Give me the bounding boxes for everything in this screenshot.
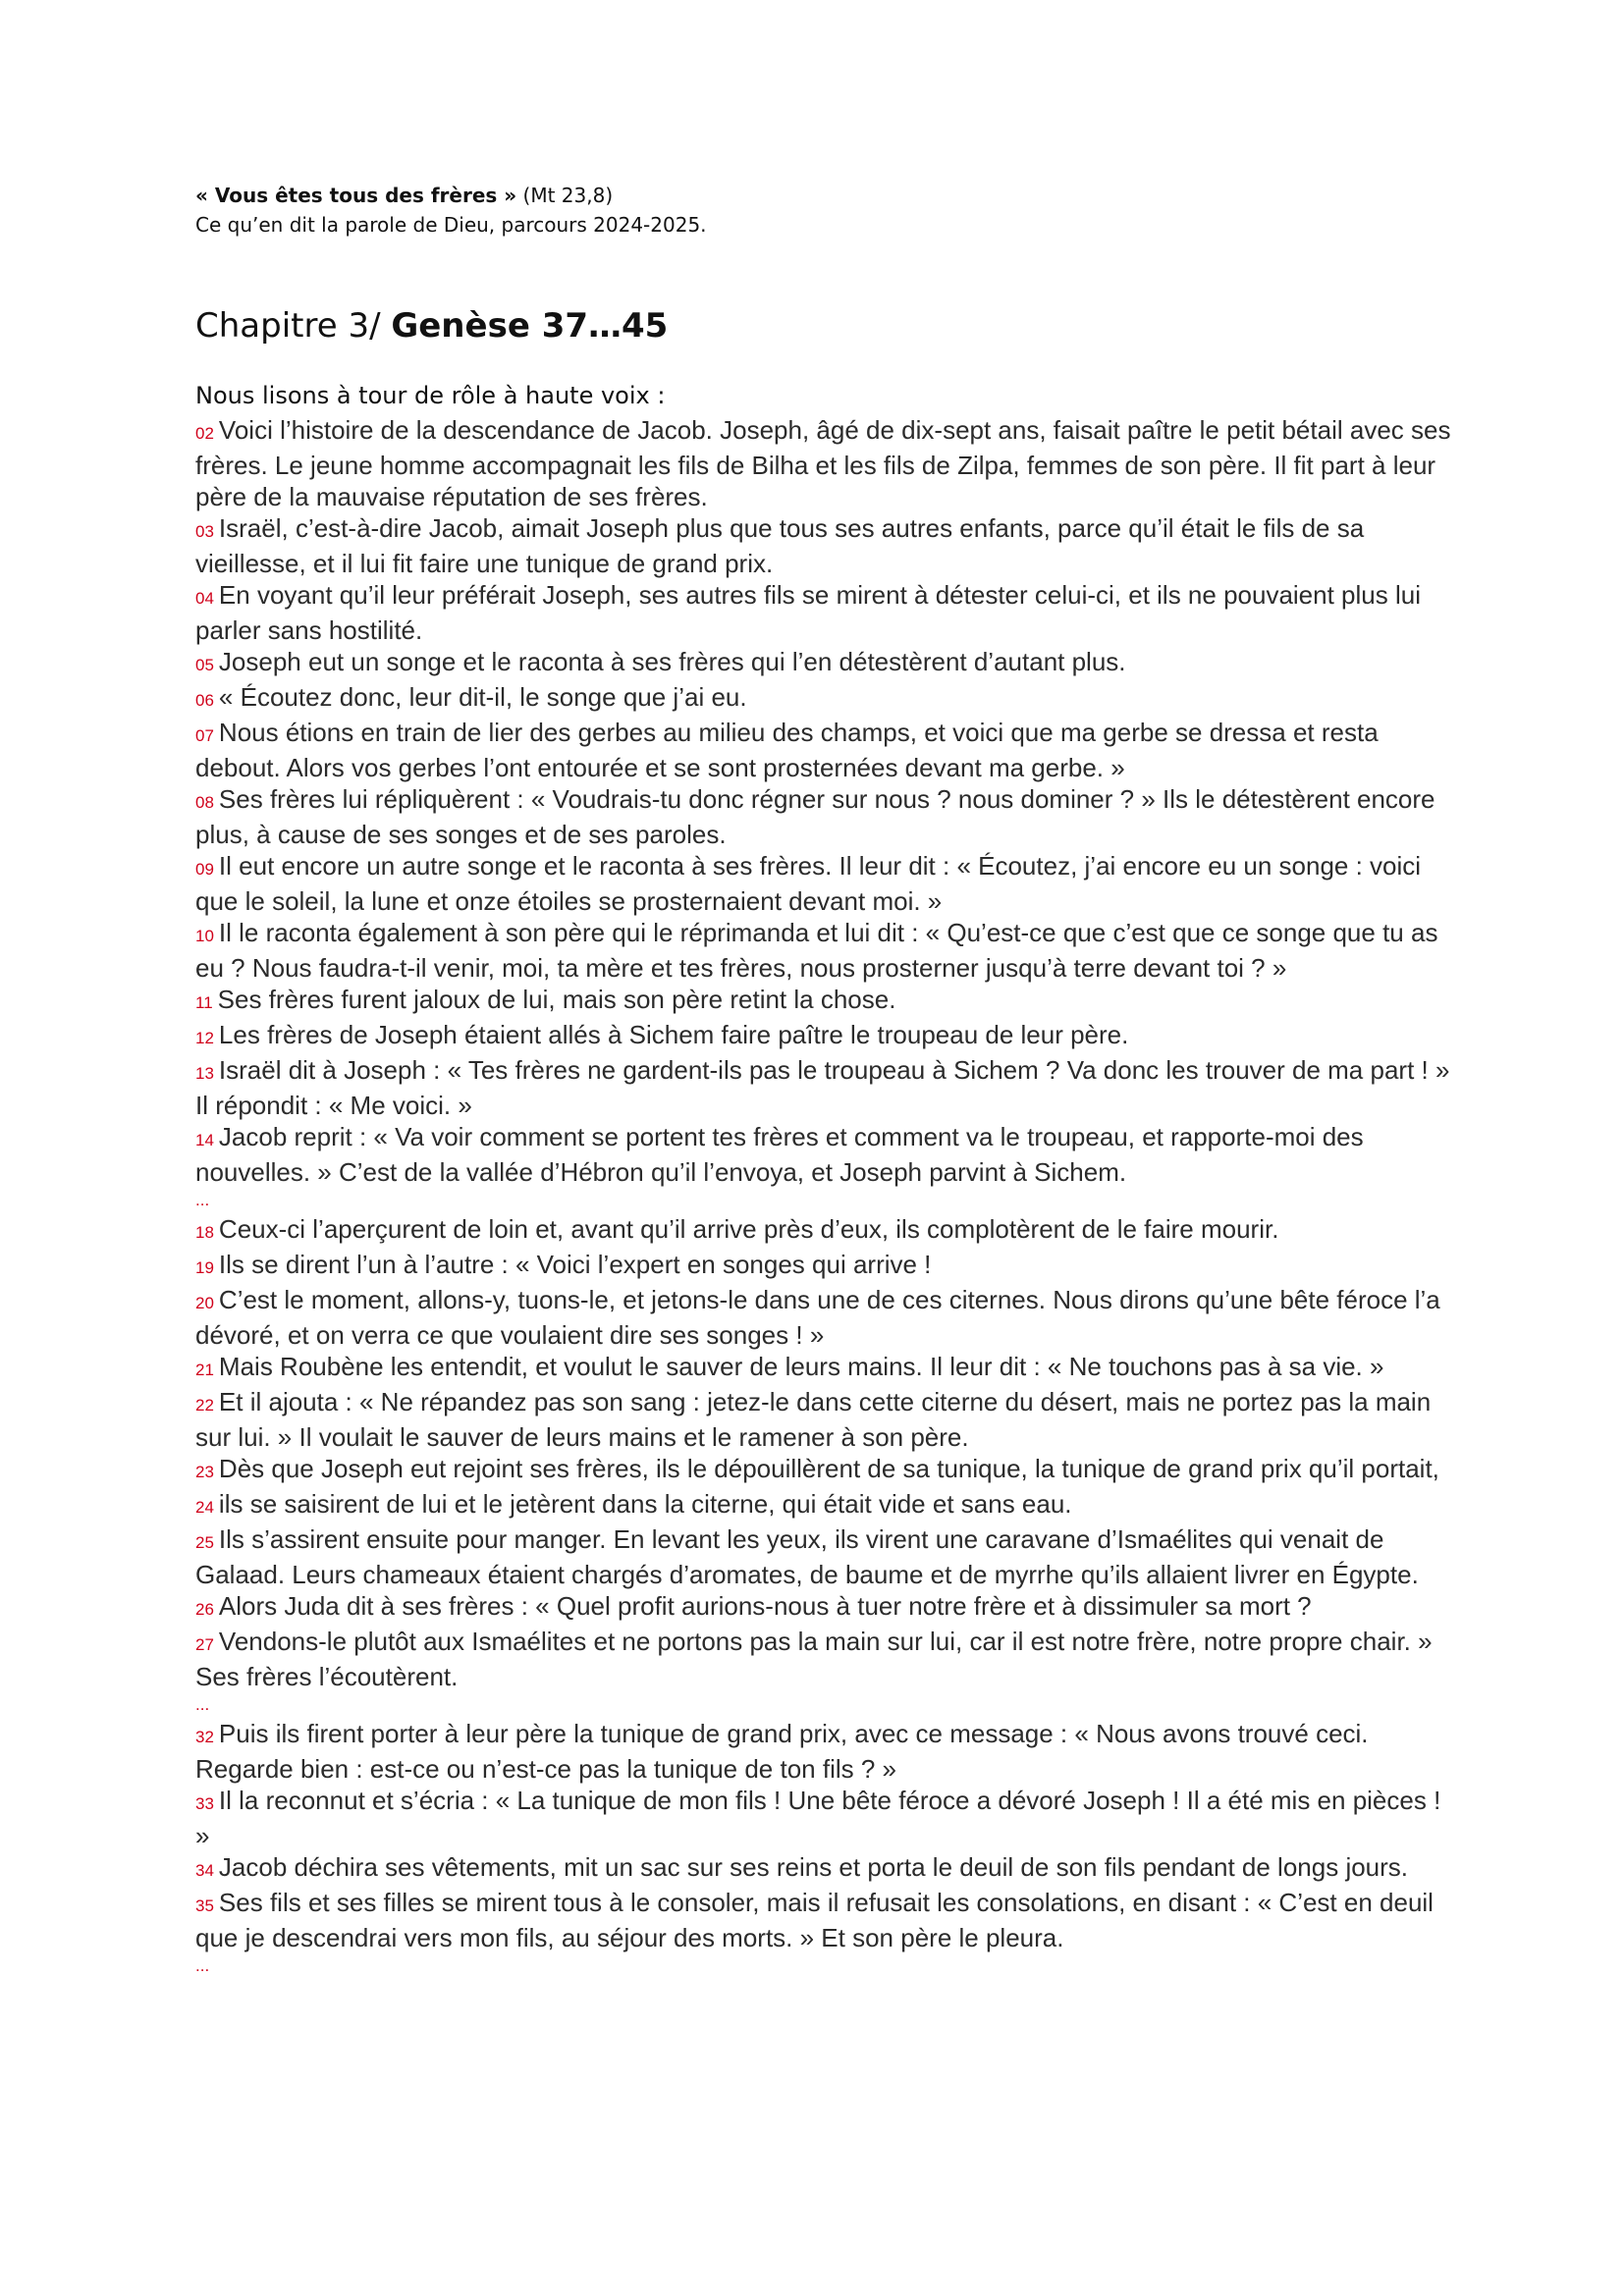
verse-text: Ses fils et ses filles se mirent tous à le consoler, mais il refusait les consolations, en disant : « C’est en deuil que je descendrai vers mon fils, au séjour des morts. » Et son père le pleura.: [195, 1888, 1434, 1952]
verse-text: Il la reconnut et s’écria : « La tunique de mon fils ! Une bête féroce a dévoré Joseph ! Il a été mis en pièces ! »: [195, 1786, 1441, 1850]
verse-number: 19: [195, 1258, 214, 1277]
verse: [195, 1351, 1452, 1386]
verse-number: 35: [195, 1896, 214, 1915]
verse-number: 07: [195, 726, 214, 745]
verse: [195, 1590, 1452, 1626]
chapter-title: Genèse 37…45: [391, 306, 669, 346]
verse-text: Mais Roubène les entendit, et voulut le sauver de leurs mains. Il leur dit : « Ne touchons pas à sa vie. »: [218, 1352, 1384, 1381]
verse-text: Nous étions en train de lier des gerbes au milieu des champs, et voici que ma gerbe se dressa et resta debout. Alors vos gerbes l’ont entourée et se sont prosternées devant ma gerbe. »: [195, 718, 1379, 782]
verse: [195, 512, 1452, 579]
verse-number: 09: [195, 860, 214, 879]
verse-number: 22: [195, 1396, 214, 1415]
verse-text: Jacob reprit : « Va voir comment se portent tes frères et comment va le troupeau, et rapporte-moi des nouvelles. » C’est de la vallée d’Hébron qu’il l’envoya, et Joseph parvint à Sichem.: [195, 1122, 1364, 1187]
verse-number: 14: [195, 1131, 214, 1149]
verse: [195, 1887, 1452, 1953]
verse-list: [195, 414, 1452, 1979]
verse-number: 23: [195, 1463, 214, 1481]
verse: [195, 681, 1452, 717]
chapter-prefix: Chapitre 3/: [195, 306, 381, 346]
header-title-reference: (Mt 23,8): [522, 184, 614, 207]
verse: [195, 984, 1452, 1019]
verse: [195, 1488, 1452, 1523]
verse-text: Il le raconta également à son père qui le réprimanda et lui dit : « Qu’est-ce que c’est que ce songe que tu as eu ? Nous faudra-t-il venir, moi, ta mère et tes frères, nous prosterner jusqu’à terre devant toi ? »: [195, 918, 1438, 983]
verse: [195, 1851, 1452, 1887]
verse-text: Et il ajouta : « Ne répandez pas son sang : jetez-le dans cette citerne du désert, mais ne portez pas la main sur lui. » Il voulait le sauver de leurs mains et le ramener à son père.: [195, 1387, 1432, 1452]
verse: [195, 850, 1452, 917]
verse: [195, 1626, 1452, 1692]
verse: [195, 717, 1452, 783]
verse-number: 10: [195, 927, 214, 945]
document-header: [195, 181, 1452, 240]
reading-intro: Nous lisons à tour de rôle à haute voix :: [195, 382, 666, 409]
verse-text: Alors Juda dit à ses frères : « Quel profit aurions-nous à tuer notre frère et à dissimuler sa mort ?: [218, 1591, 1312, 1621]
verse: [195, 414, 1452, 512]
verse: [195, 1213, 1452, 1249]
verse-text: Ses frères furent jaloux de lui, mais son père retint la chose.: [217, 985, 896, 1014]
verse-number: 21: [195, 1361, 214, 1379]
verse: [195, 579, 1452, 646]
verse-text: Ils se dirent l’un à l’autre : « Voici l’expert en songes qui arrive !: [218, 1250, 932, 1279]
verse-text: Joseph eut un songe et le raconta à ses frères qui l’en détestèrent d’autant plus.: [218, 647, 1126, 676]
verse: [195, 1284, 1452, 1351]
verse-text: Vendons-le plutôt aux Ismaélites et ne portons pas la main sur lui, car il est notre frère, notre propre chair. » Ses frères l’écoutèrent.: [195, 1627, 1433, 1691]
header-title-line: [195, 181, 1452, 210]
chapter-heading: [195, 304, 1452, 347]
verse-number: 34: [195, 1861, 214, 1880]
verse-number: 06: [195, 691, 214, 710]
verse-text: Ils s’assirent ensuite pour manger. En levant les yeux, ils virent une caravane d’Ismaélites qui venait de Galaad. Leurs chameaux étaient chargés d’aromates, de baume et de myrrhe qu’ils allaient livrer en Égypte.: [195, 1524, 1419, 1589]
verse: [195, 917, 1452, 984]
verse-text: Israël, c’est-à-dire Jacob, aimait Joseph plus que tous ses autres enfants, parce qu’il était le fils de sa vieillesse, et il lui fit faire une tunique de grand prix.: [195, 513, 1365, 578]
verse-text: Voici l’histoire de la descendance de Jacob. Joseph, âgé de dix-sept ans, faisait paître le petit bétail avec ses frères. Le jeune homme accompagnait les fils de Bilha et les fils de Zilpa, femmes de son père. Il fit part à leur père de la mauvaise réputation de ses frères.: [195, 415, 1451, 511]
verse-text: En voyant qu’il leur préférait Joseph, ses autres fils se mirent à détester celui-ci, et ils ne pouvaient plus lui parler sans hostilité.: [195, 580, 1421, 645]
verse-text: Puis ils firent porter à leur père la tunique de grand prix, avec ce message : « Nous avons trouvé ceci. Regarde bien : est-ce ou n’est-ce pas la tunique de ton fils ? »: [195, 1719, 1369, 1784]
verse: [195, 1523, 1452, 1590]
verse: [195, 1249, 1452, 1284]
verse-number: 26: [195, 1600, 214, 1619]
verse-number: 32: [195, 1728, 214, 1746]
verse-number: 33: [195, 1794, 214, 1813]
verse-text: Israël dit à Joseph : « Tes frères ne gardent-ils pas le troupeau à Sichem ? Va donc les trouver de ma part ! » Il répondit : « Me voici. »: [195, 1055, 1450, 1120]
verse: [195, 1121, 1452, 1188]
verse-text: Ceux-ci l’aperçurent de loin et, avant qu’il arrive près d’eux, ils complotèrent de le faire mourir.: [218, 1214, 1279, 1244]
header-subtitle: Ce qu’en dit la parole de Dieu, parcours 2024-2025.: [195, 213, 707, 237]
verse-text: « Écoutez donc, leur dit-il, le songe que j’ai eu.: [218, 682, 747, 712]
verse-text: Les frères de Joseph étaient allés à Sichem faire paître le troupeau de leur père.: [218, 1020, 1129, 1049]
verse-number: 25: [195, 1533, 214, 1552]
verse-number: 08: [195, 793, 214, 812]
verse-number: 04: [195, 589, 214, 608]
verse: [195, 1785, 1452, 1851]
verse: [195, 1718, 1452, 1785]
verse: [195, 646, 1452, 681]
document-page: [195, 181, 1452, 1979]
verse-text: Ses frères lui répliquèrent : « Voudrais-tu donc régner sur nous ? nous dominer ? » Ils le détestèrent encore plus, à cause de ses songes et de ses paroles.: [195, 784, 1435, 849]
verse: [195, 1054, 1452, 1121]
verse-text: ils se saisirent de lui et le jetèrent dans la citerne, qui était vide et sans eau.: [218, 1489, 1072, 1519]
verse-number: 03: [195, 522, 214, 541]
verse-text: Jacob déchira ses vêtements, mit un sac sur ses reins et porta le deuil de son fils pendant de longs jours.: [218, 1852, 1409, 1882]
verse-text: C’est le moment, allons-y, tuons-le, et jetons-le dans une de ces citernes. Nous dirons qu’une bête féroce l’a dévoré, et on verra ce que voulaient dire ses songes ! »: [195, 1285, 1440, 1350]
verse-number: 02: [195, 424, 214, 443]
verse-number: 27: [195, 1635, 214, 1654]
verse-ellipsis: ...: [195, 1191, 210, 1209]
verse: [195, 1453, 1452, 1488]
verse-number: 12: [195, 1029, 214, 1047]
verse-number: 24: [195, 1498, 214, 1517]
header-title-bold: « Vous êtes tous des frères »: [195, 184, 517, 207]
verse-number: 18: [195, 1223, 214, 1242]
verse-ellipsis: ...: [195, 1956, 210, 1975]
verse-text: Dès que Joseph eut rejoint ses frères, ils le dépouillèrent de sa tunique, la tunique de grand prix qu’il portait,: [218, 1454, 1439, 1483]
verse-number: 05: [195, 656, 214, 674]
verse: [195, 1019, 1452, 1054]
verse-ellipsis: ...: [195, 1695, 210, 1714]
verse-number: 11: [195, 993, 213, 1012]
verse-number: 13: [195, 1064, 214, 1083]
verse: [195, 783, 1452, 850]
verse-text: Il eut encore un autre songe et le raconta à ses frères. Il leur dit : « Écoutez, j’ai encore eu un songe : voici que le soleil, la lune et onze étoiles se prosternaient devant moi. »: [195, 851, 1422, 916]
verse-number: 20: [195, 1294, 214, 1312]
verse: [195, 1386, 1452, 1453]
